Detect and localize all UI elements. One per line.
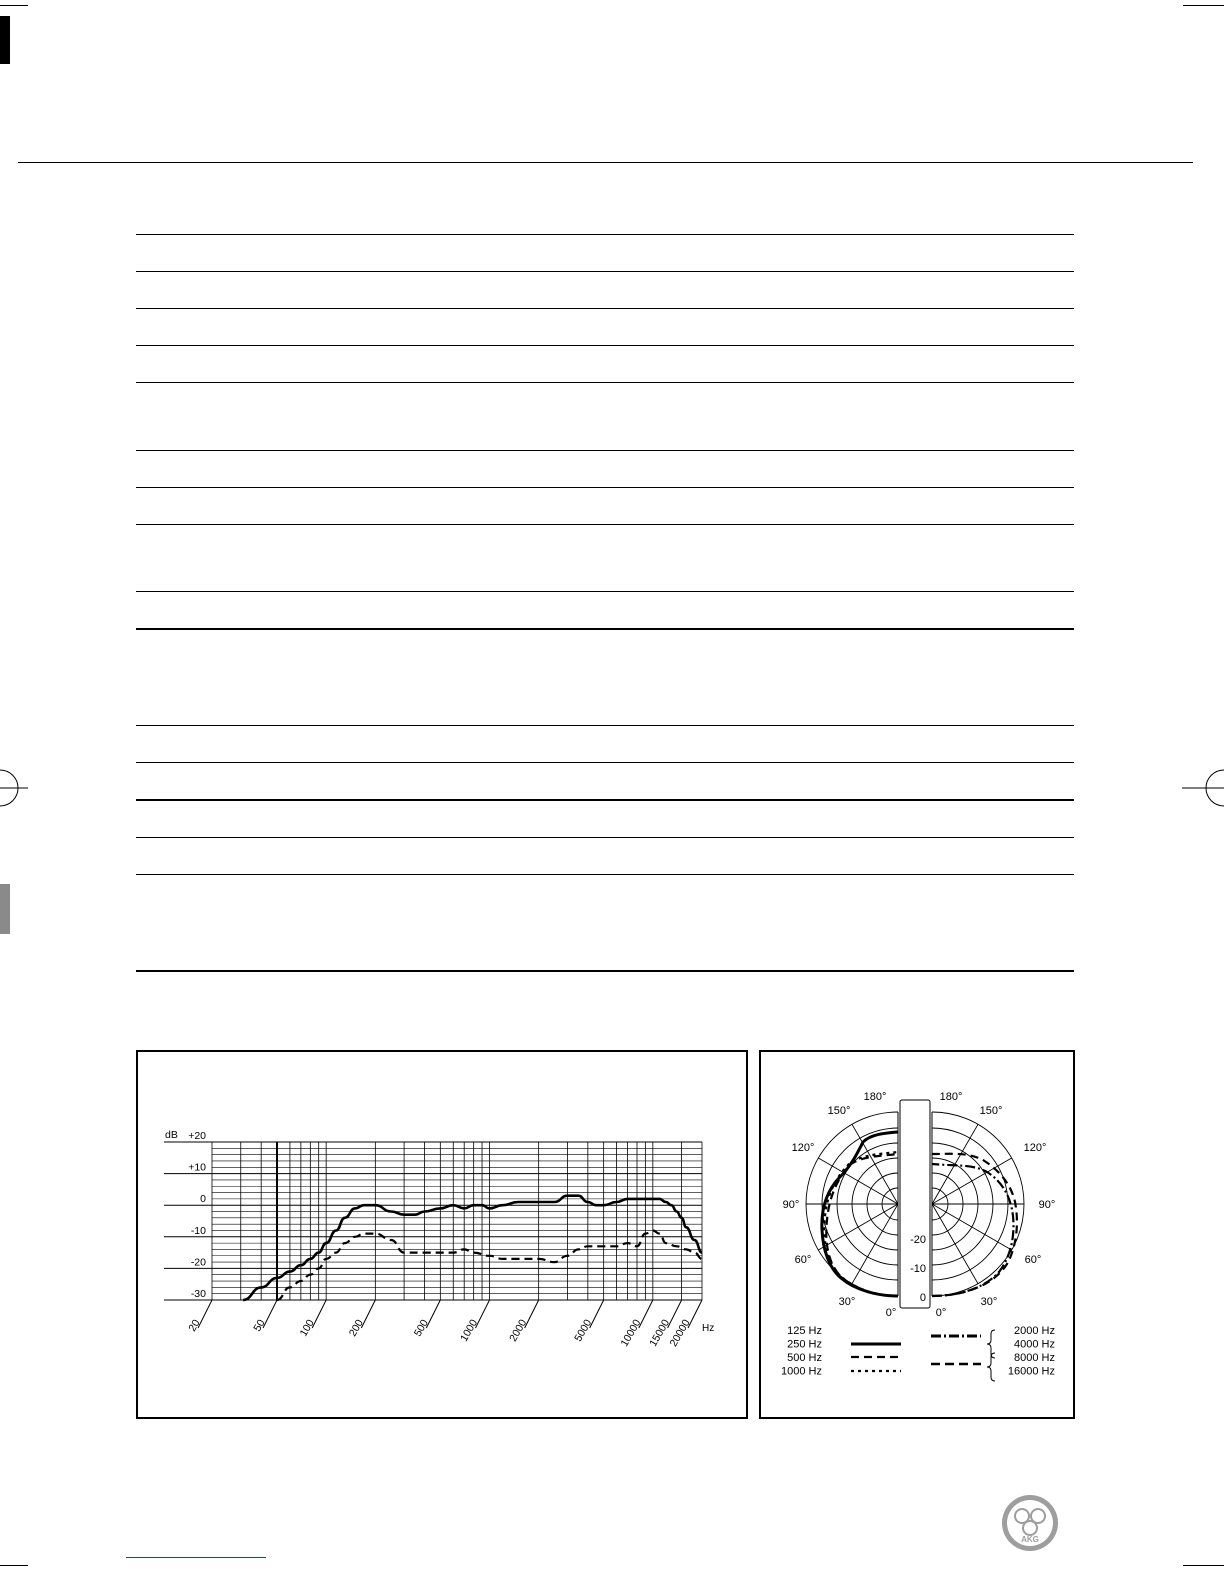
gray-tab-marker <box>0 884 10 934</box>
bottom-link-underline <box>126 1557 266 1558</box>
table-rule <box>136 762 1074 763</box>
polar-angle-label: 180° <box>863 1091 887 1103</box>
polar-angle-label: 0° <box>935 1307 947 1319</box>
polar-angle-label: 150° <box>979 1105 1003 1117</box>
polar-angle-label: 180° <box>939 1091 963 1103</box>
legend-brace-top <box>987 1330 995 1358</box>
crop-mark-top-left <box>0 5 28 6</box>
polar-angle-label: 90° <box>1038 1199 1056 1211</box>
x-tick-label: 50 <box>251 1317 268 1334</box>
legend-label-right: 16000 Hz <box>1007 1365 1055 1378</box>
polar-angle-label: 0° <box>885 1307 897 1319</box>
polar-db-label: 0 <box>919 1292 926 1304</box>
header-rule <box>18 162 1193 163</box>
table-rule <box>136 524 1074 525</box>
legend-swatches <box>851 1330 995 1381</box>
frequency-grid <box>164 1142 702 1300</box>
x-axis-labels <box>186 1300 702 1349</box>
black-tab-marker <box>0 16 10 64</box>
x-tick-label: 20000 <box>667 1317 693 1349</box>
curve-8000hz-dashed <box>932 1154 1017 1296</box>
polar-angle-label: 30° <box>980 1296 998 1308</box>
polar-pattern-chart <box>759 1050 1075 1419</box>
x-tick-label: 15000 <box>647 1317 673 1349</box>
table-rule <box>136 308 1074 309</box>
x-tick-label: 10000 <box>618 1317 644 1349</box>
y-tick-label: +10 <box>188 1161 206 1174</box>
polar-spoke <box>818 1204 898 1250</box>
legend-brace-bottom <box>987 1353 995 1381</box>
legend-label-left: 250 Hz <box>787 1338 822 1351</box>
polar-spoke <box>852 1204 898 1284</box>
curve-2000hz-dashdot <box>932 1164 1013 1296</box>
x-tick-label: 200 <box>346 1317 366 1339</box>
legend-label-right: 4000 Hz <box>1014 1338 1055 1351</box>
table-rule <box>136 725 1074 726</box>
table-rule <box>136 271 1074 272</box>
x-tick-label: 500 <box>411 1317 431 1339</box>
table-rule <box>136 450 1074 451</box>
legend-label-left: 125 Hz <box>787 1325 822 1337</box>
polar-angle-label: 90° <box>782 1199 800 1211</box>
legend-label-left: 500 Hz <box>787 1352 822 1364</box>
x-tick-label: 100 <box>297 1317 317 1339</box>
frequency-response-chart <box>136 1050 748 1419</box>
x-tick-label: 5000 <box>572 1317 595 1344</box>
legend-label-right: 8000 Hz <box>1014 1352 1055 1364</box>
table-rule <box>136 345 1074 346</box>
registration-mark-left <box>0 768 30 808</box>
polar-curves-right <box>932 1154 1017 1296</box>
polar-angle-label: 30° <box>838 1296 856 1308</box>
y-tick-label: -20 <box>190 1256 206 1269</box>
x-axis-unit: Hz <box>702 1323 715 1334</box>
polar-angle-label: 60° <box>794 1254 812 1266</box>
table-rule <box>136 799 1074 801</box>
polar-angle-label: 120° <box>1023 1142 1047 1154</box>
table-rule <box>136 487 1074 488</box>
table-rule <box>136 591 1074 592</box>
x-tick-label: 2000 <box>507 1317 530 1344</box>
polar-spoke <box>932 1204 978 1284</box>
y-axis-unit: dB <box>165 1129 178 1141</box>
y-tick-label: -30 <box>190 1288 206 1300</box>
polar-angle-label: 60° <box>1024 1254 1042 1266</box>
polar-db-label: -10 <box>910 1263 926 1275</box>
table-rule <box>136 874 1074 875</box>
crop-mark-bottom-right <box>1183 1565 1224 1566</box>
polar-angle-label: 120° <box>791 1142 815 1154</box>
registration-mark-right <box>1182 768 1224 808</box>
crop-mark-bottom-left <box>0 1565 28 1566</box>
table-rule <box>136 382 1074 383</box>
polar-spoke <box>818 1158 898 1204</box>
y-axis-labels <box>188 1130 206 1300</box>
y-tick-label: 0 <box>200 1193 206 1206</box>
legend-label-right: 2000 Hz <box>1014 1325 1055 1337</box>
x-tick-label: 20 <box>186 1317 203 1334</box>
polar-db-label: -20 <box>910 1234 926 1246</box>
table-rule <box>136 970 1074 972</box>
y-tick-label: +20 <box>188 1130 206 1142</box>
crop-mark-top-right <box>1183 5 1224 6</box>
y-tick-label: -10 <box>190 1224 206 1237</box>
legend-label-left: 1000 Hz <box>781 1365 822 1378</box>
polar-angle-label: 150° <box>827 1105 851 1117</box>
akg-logo-text: AKG <box>1021 1535 1039 1544</box>
akg-logo <box>1000 1492 1060 1554</box>
x-tick-label: 1000 <box>458 1317 481 1344</box>
table-rule <box>136 837 1074 838</box>
table-rule <box>136 628 1074 630</box>
table-rule <box>136 234 1074 235</box>
polar-spoke <box>932 1204 1012 1250</box>
